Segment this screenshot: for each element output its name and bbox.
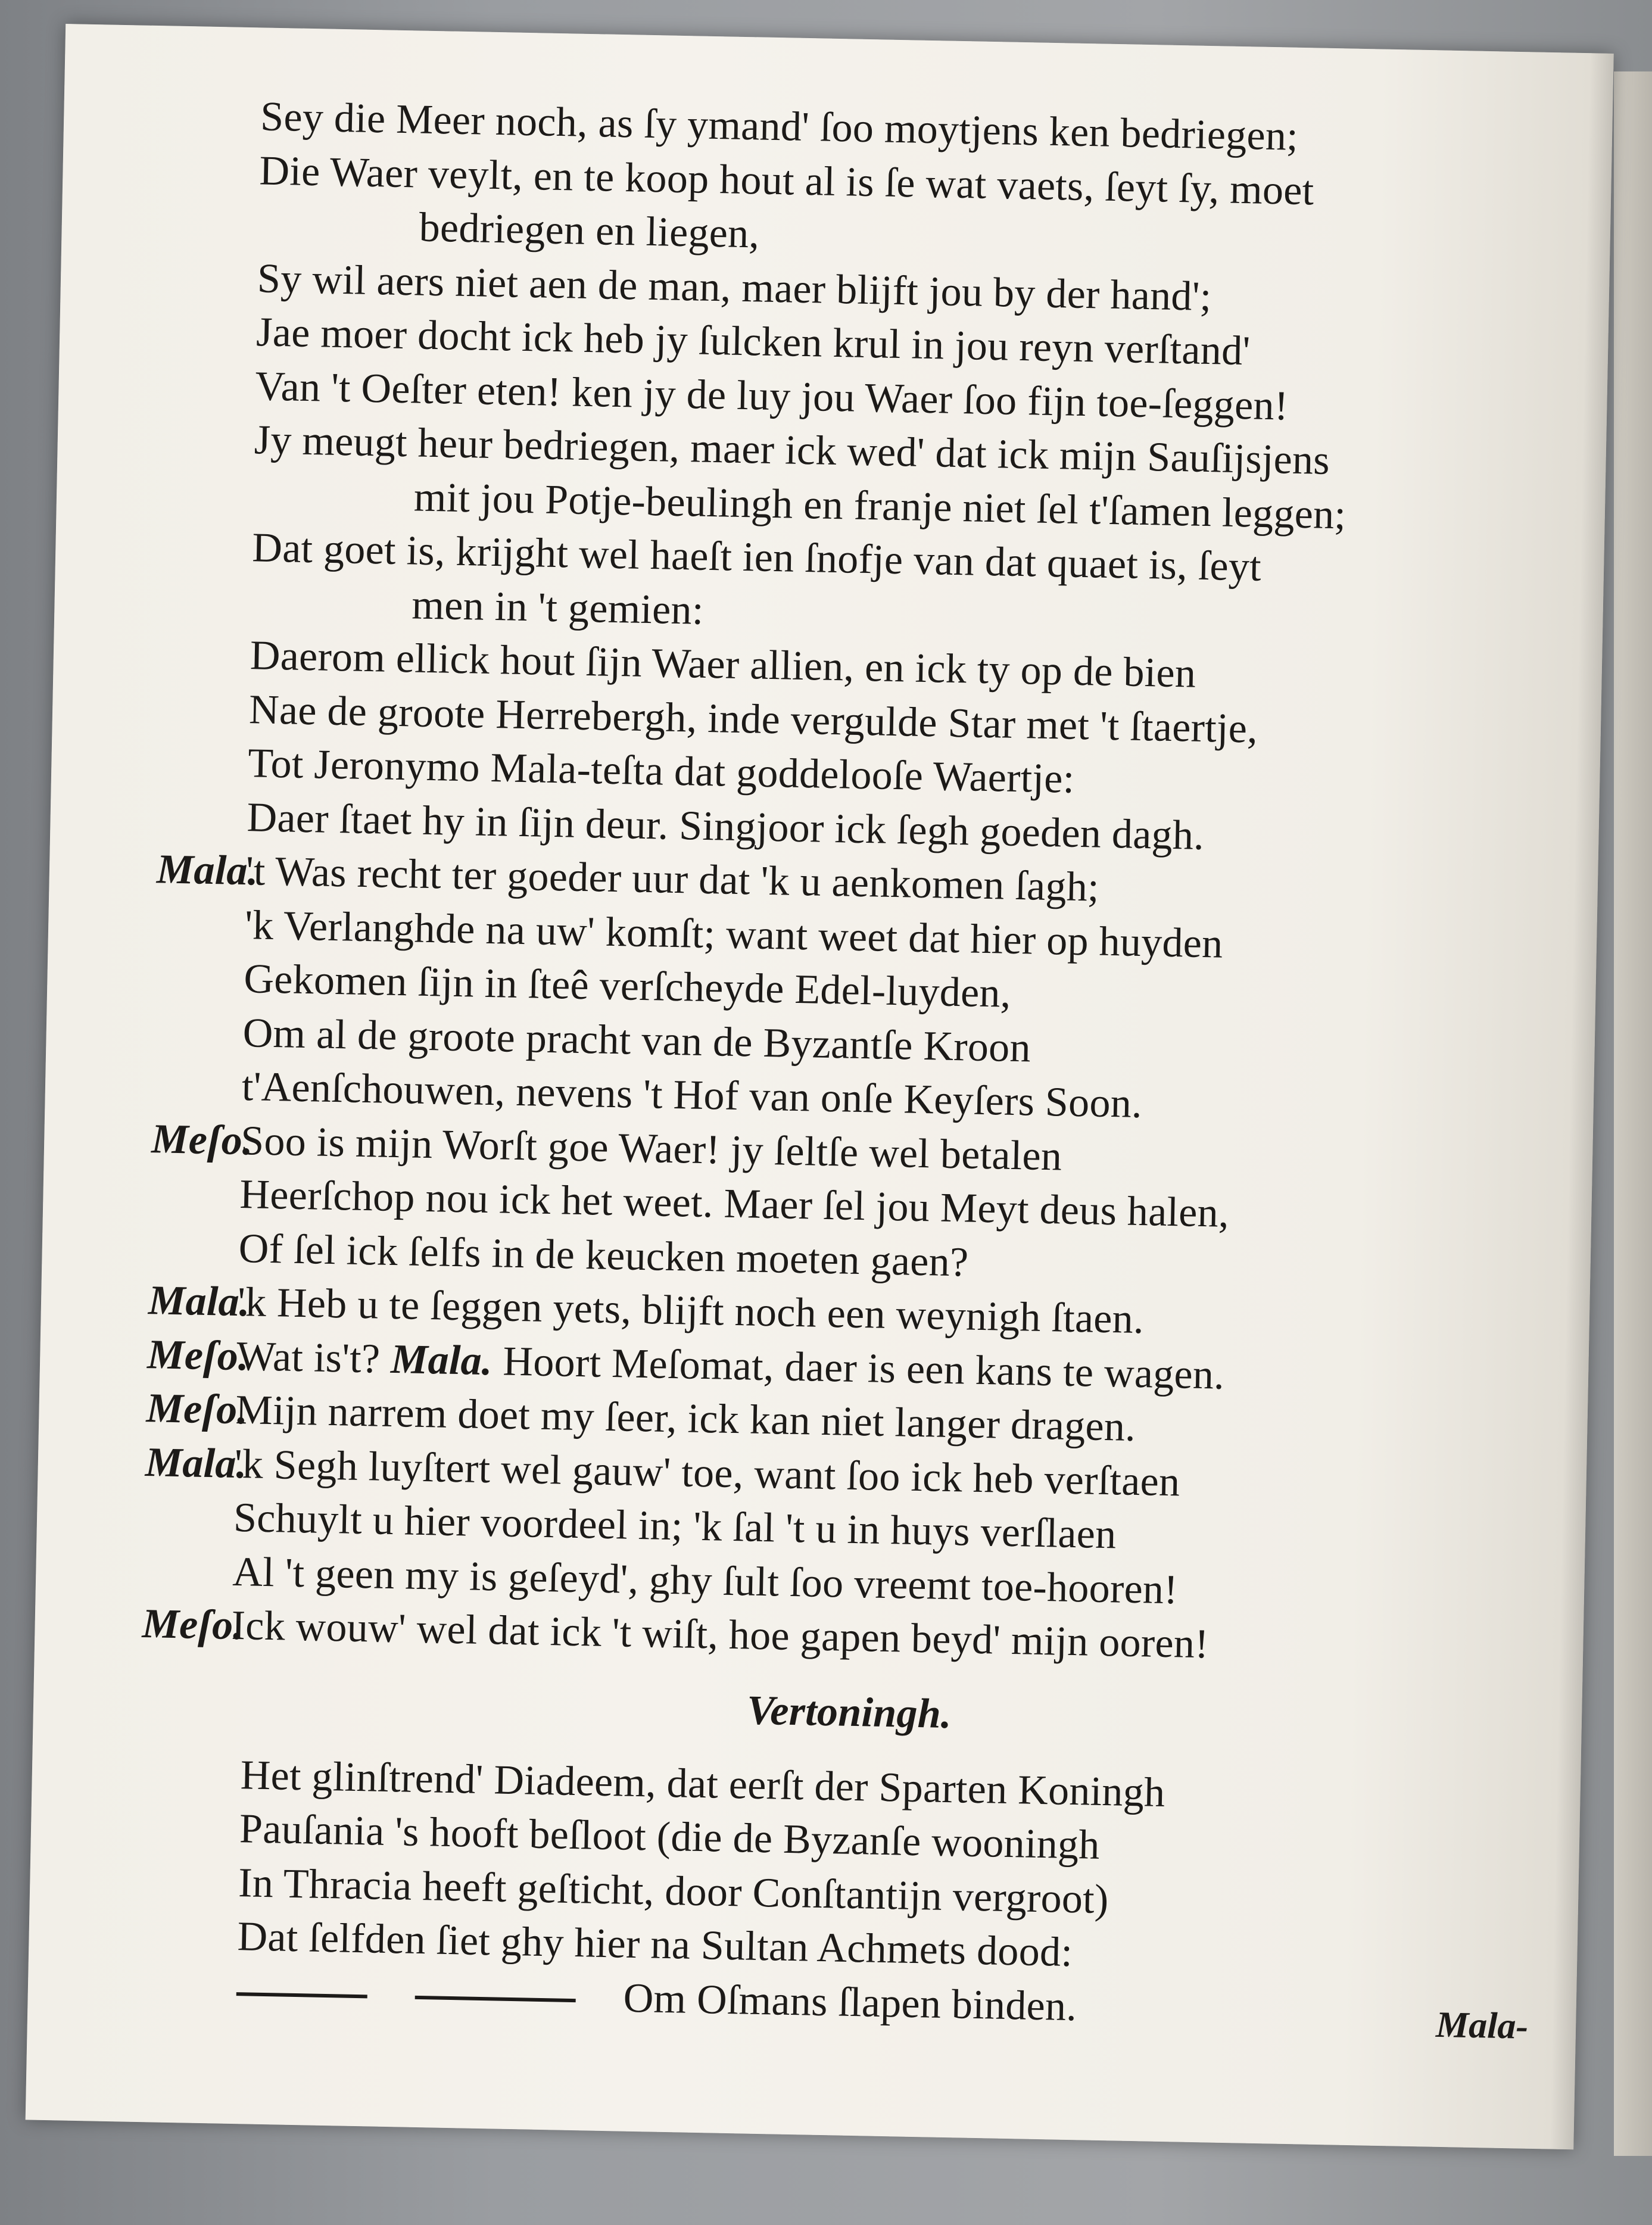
dash-rule (236, 1993, 367, 1999)
text-line: Van 't Oeſter eten! ken jy de luy jou Waer ſoo fijn toe-ſeggen! (254, 363, 1289, 429)
line-text: Ick wouw' wel dat ick 't wiſt, hoe gapen beyd' mijn ooren! (230, 1602, 1210, 1668)
text-line: Heerſchop nou ick het weet. Maer ſel jou Meyt deus halen, (239, 1171, 1230, 1236)
speaker-label: Meſo. (147, 1331, 250, 1379)
text-line: Of ſel ick ſelfs in de keucken moeten gaen? (238, 1225, 970, 1286)
verse-line: In Thracia heeft geſticht, door Conſtantijn vergroot) (238, 1859, 1109, 1922)
line-text: Mijn narrem doet my ſeer, ick kan niet langer dragen. (235, 1386, 1136, 1450)
speaker-label: Meſo. (145, 1385, 248, 1434)
text-line: Daer ſtaet hy in ſijn deur. Singjoor ick ſegh goeden dagh. (246, 794, 1205, 859)
speaker-label: Mala. (156, 846, 259, 895)
line-text: 't Was recht ter goeder uur dat 'k u aenkomen ſagh; (245, 848, 1100, 911)
text-line: Sey die Meer noch, as ſy ymand' ſoo moytjens ken bedriegen; (260, 94, 1299, 160)
verse-line: Pauſania 's hooft beſloot (die de Byzanſe wooningh (239, 1806, 1101, 1868)
facing-page-edge (1614, 71, 1652, 2156)
text-line: bedriegen en liegen, (419, 204, 760, 257)
speaker-label-inline: Mala. (390, 1336, 493, 1384)
text-line: Jae moer docht ick heb jy ſulcken krul in jou reyn verſtand' (255, 309, 1251, 375)
speaker-label: Meſo. (141, 1601, 245, 1649)
text-line: mit jou Potje-beulingh en franje niet ſel t'ſamen leggen; (413, 473, 1346, 538)
text-line: Om al de groote pracht van de Byzantſe Kroon (242, 1009, 1031, 1071)
text-line: t'Aenſchouwen, nevens 't Hof van onſe Keyſers Soon. (241, 1064, 1143, 1127)
text-line: Daerom ellick hout ſijn Waer allien, en ick ty op de bien (250, 632, 1196, 697)
speaker-label: Meſo. (151, 1115, 254, 1164)
line-text: Wat is't? (236, 1333, 381, 1382)
text-line: Nae de groote Herrebergh, inde vergulde Star met 't ſtaertje, (248, 686, 1258, 752)
text-line: Gekomen ſijn in ſteê verſcheyde Edel-luyden, (243, 956, 1012, 1017)
text-line: Tot Jeronymo Mala-teſta dat goddelooſe Waertje: (247, 740, 1076, 802)
text-line: 'k Verlanghde na uw' komſt; want weet dat hier op huyden (244, 902, 1224, 967)
line-text: Soo is mijn Worſt goe Waer! jy ſeltſe wel betalen (240, 1117, 1062, 1180)
line-text: Hoort Meſomat, daer is een kans te wagen. (502, 1338, 1225, 1398)
text-line: Die Waer veylt, en te koop hout al is ſe wat vaets, ſeyt ſy, moet (258, 147, 1315, 214)
dash-rule (415, 1996, 576, 2002)
verse-line: Dat ſelfden ſiet ghy hier na Sultan Achmets dood: (236, 1914, 1073, 1976)
text-line: Al 't geen my is geſeyd', ghy ſult ſoo vreemt toe-hooren! (232, 1548, 1179, 1613)
text-line: Dat goet is, krijght wel haeſt ien ſnofje van dat quaet is, ſeyt (251, 525, 1262, 590)
verse-block (224, 1748, 1539, 2043)
page-text (141, 90, 1571, 2043)
text-line: Sy wil aers niet aen de man, maer blijft jou by der hand'; (257, 255, 1212, 320)
text-line: Schuylt u hier voordeel in; 'k ſal 't u in huys verſlaen (233, 1494, 1117, 1558)
line-text: Om Oſmans ſlapen binden. (623, 1975, 1077, 2030)
speaker-label: Mala. (145, 1439, 248, 1487)
verse-line: Het glinſtrend' Diadeem, dat eerſt der Sparten Koningh (240, 1752, 1166, 1816)
section-heading: Vertoningh. (746, 1687, 952, 1737)
book-page (26, 24, 1614, 2149)
catchword: Mala- (1435, 2004, 1529, 2047)
line-text: 'k Segh luyſtert wel gauw' toe, want ſoo ick heb verſtaen (234, 1441, 1181, 1505)
speaker-label: Mala. (148, 1277, 251, 1326)
text-line: Jy meugt heur bedriegen, maer ick wed' dat ick mijn Sauſijsjens (254, 417, 1330, 484)
line-text: 'k Heb u te ſeggen yets, blijft noch een weynigh ſtaen. (237, 1279, 1145, 1343)
text-line: men in 't gemien: (411, 581, 705, 634)
